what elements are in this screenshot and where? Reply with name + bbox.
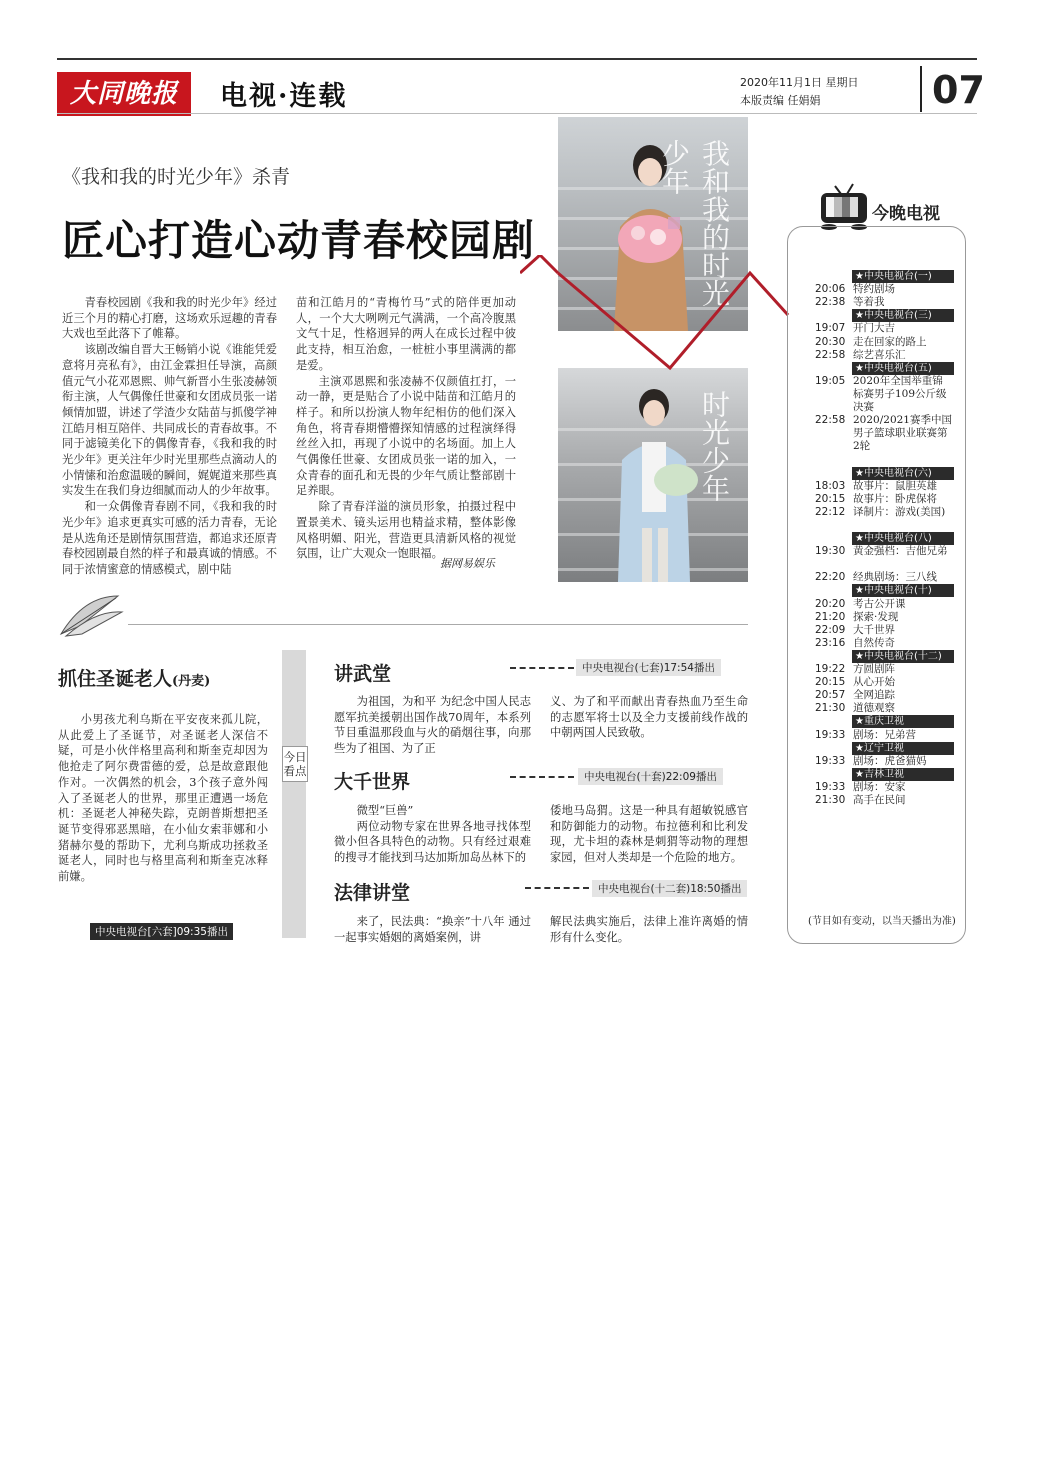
program-name: 走在回家的路上 <box>853 335 927 348</box>
article-column-1 <box>62 295 277 578</box>
today-highlights-label: 今日看点 <box>282 746 308 782</box>
show-paragraph: 来了，民法典：“换亲”十八年 通过一起事实婚姻的离婚案例，讲 <box>334 915 531 944</box>
channel-header: ★中央电视台(六) <box>852 467 954 480</box>
channel-header: ★中央电视台(三) <box>852 309 954 322</box>
program-time: 19:07 <box>815 322 846 335</box>
channel-header: ★中央电视台(十二) <box>852 650 954 663</box>
program-name: 2020年全国举重锦标赛男子109公斤级决赛 <box>853 374 947 413</box>
section-title: 电视·连载 <box>220 81 348 112</box>
show-dash-rule <box>525 887 589 891</box>
show-dash-rule <box>510 776 574 780</box>
header-top-rule <box>57 58 977 60</box>
program-time: 18:03 <box>815 479 846 492</box>
program-name: 剧场：兄弟营 <box>853 728 916 741</box>
today-highlights-bar <box>282 650 306 938</box>
show-airtime: 中央电视台(十套)22:09播出 <box>578 768 723 785</box>
channel-header: ★吉林卫视 <box>852 768 954 781</box>
left-story-body <box>58 712 268 885</box>
program-name: 道德观察 <box>853 702 895 715</box>
show-paragraph: 义、为了和平而献出青春热血乃至生命的志愿军将士以及全力支援前线作战的中朝两国人民致敬。 <box>550 695 748 740</box>
show-paragraph: 两位动物专家在世界各地寻找体型微小但各具特色的动物。只有经过艰难的搜寻才能找到马达加斯加岛丛林下的 <box>334 819 531 865</box>
article-headline: 匠心打造心动青春校园剧 <box>62 216 536 265</box>
program-time: 20:15 <box>815 676 846 689</box>
left-story-title <box>58 664 210 691</box>
article-paragraph: 和一众偶像青春剧不同，《我和我的时光少年》追求更真实可感的活力青春，无论是从选角还是剧情氛围营造，都追求还原青春校园剧最自然的样子和最真诚的情感。不同于浓情蜜意的情感模式，剧中陆 <box>62 500 277 576</box>
program-name: 探索·发现 <box>853 610 899 623</box>
program-name: 黄金强档：吉他兄弟 <box>853 545 948 558</box>
show-body-col2 <box>550 694 748 741</box>
drama-title-overlay: 我和我的时光少年 <box>658 139 731 307</box>
program-name: 故事片：卧虎保将 <box>853 492 937 505</box>
show-dash-rule <box>510 667 574 671</box>
show-paragraph: 解民法典实施后，法律上准许离婚的情形有什么变化。 <box>550 915 748 944</box>
page-number-divider <box>920 66 922 112</box>
program-name: 译制片：游戏(美国) <box>853 505 946 518</box>
page-editor: 本版责编 任娟娟 <box>740 94 821 107</box>
issue-date: 2020年11月1日 星期日 <box>740 76 859 89</box>
header-bottom-rule <box>57 113 977 114</box>
program-name: 从心开始 <box>853 676 895 689</box>
section-divider <box>128 624 748 625</box>
show-body-col2 <box>550 803 748 866</box>
show-paragraph: 倭地马岛猬。这是一种具有超敏锐感官和防御能力的动物。布拉德利和比利发现，尤卡坦的森林是刺猬等动物的理想家园，但对人类却是一个危险的地方。 <box>550 804 748 865</box>
program-time: 22:20 <box>815 571 846 584</box>
program-name: 全网追踪 <box>853 689 895 702</box>
page-number: 07 <box>932 68 985 112</box>
channel-header: ★辽宁卫视 <box>852 742 954 755</box>
actor-photo <box>558 368 748 582</box>
show-title: 大千世界 <box>334 771 411 793</box>
channel-header: ★中央电视台(八) <box>852 532 954 545</box>
show-paragraph: 为祖国，为和平 为纪念中国人民志愿军抗美援朝出国作战70周年，本系列节目重温那段血与火的硝烟往事，向那些为了祖国、为了正 <box>334 695 531 756</box>
show-body-col1 <box>334 803 531 866</box>
program-time: 22:12 <box>815 505 846 518</box>
article-credit: 据网易娱乐 <box>440 557 495 570</box>
program-name: 开门大吉 <box>853 322 895 335</box>
left-story-country: (丹麦) <box>172 674 211 689</box>
drama-title-overlay: 时光少年 <box>698 390 731 502</box>
program-time: 22:09 <box>815 623 846 636</box>
show-body-col1 <box>334 694 531 757</box>
show-body-col2 <box>550 914 748 945</box>
program-time: 20:15 <box>815 492 846 505</box>
channel-header: ★中央电视台(一) <box>852 270 954 283</box>
tonight-tv-label: 今晚电视 <box>872 204 940 224</box>
program-time: 21:20 <box>815 610 846 623</box>
program-time: 20:06 <box>815 283 846 296</box>
program-time: 19:33 <box>815 728 846 741</box>
newspaper-logo: 大同晚报 <box>57 72 191 116</box>
program-name: 剧场：安家 <box>853 780 906 793</box>
program-time: 19:05 <box>815 374 846 387</box>
program-name: 方圆剧阵 <box>853 663 895 675</box>
program-time: 19:30 <box>815 545 846 558</box>
program-time: 20:57 <box>815 689 846 702</box>
show-lead: 微型“巨兽” <box>356 804 414 817</box>
program-time: 22:38 <box>815 296 846 309</box>
program-name: 自然传奇 <box>853 636 895 649</box>
red-zigzag-decoration <box>520 255 790 385</box>
program-name: 等着我 <box>853 296 885 309</box>
tv-icon <box>815 178 873 230</box>
channel-header: ★中央电视台(十) <box>852 584 954 597</box>
article-paragraph: 该剧改编自晋大王畅销小说《谁能凭爱意将月亮私有》，由江金霖担任导演，高颜值元气小花邓恩熙、帅气新晋小生张凌赫领衔主演，人气偶像任世豪和女团成员张一诺倾情加盟，讲述了学渣少女陆苗与抓傻学神江皓月相互陪伴、共同成长的青春故事。不同于滤镜美化下的偶像青春，《我和我的时光少年》更关注年少时光里那些点滴动人的小情愫和治愈温暖的瞬间，娓娓道来那些真实发生在我们身边细腻而动人的少年故事。 <box>62 343 277 498</box>
article-paragraph: 苗和江皓月的“青梅竹马”式的陪伴更加动人，一个大大咧咧元气满满，一个高冷腹黑文气十足，性格迥异的两人在成长过程中彼此支持，相互治愈，一桩桩小事里满满的都是爱。 <box>296 296 516 372</box>
channel-header: ★重庆卫视 <box>852 715 954 728</box>
show-airtime: 中央电视台(七套)17:54播出 <box>576 659 721 676</box>
program-name: 大千世界 <box>853 623 895 636</box>
program-time: 21:30 <box>815 702 846 715</box>
feather-ornament-icon <box>56 590 126 640</box>
program-time: 19:22 <box>815 663 846 675</box>
show-title: 讲武堂 <box>334 663 392 685</box>
left-story-title-text: 抓住圣诞老人 <box>58 668 173 690</box>
article-subhead: 《我和我的时光少年》杀青 <box>62 166 291 188</box>
program-name: 考古公开课 <box>853 597 906 610</box>
left-story-airtime: 中央电视台[六套]09:35播出 <box>90 923 233 940</box>
program-time: 20:30 <box>815 335 846 348</box>
program-name: 2020/2021赛季中国男子篮球职业联赛第2轮 <box>853 414 952 453</box>
article-column-2 <box>296 295 516 562</box>
program-name: 剧场：虎爸猫妈 <box>853 754 927 767</box>
program-time: 20:20 <box>815 597 846 610</box>
left-story-paragraph: 小男孩尤利乌斯在平安夜来孤儿院，从此爱上了圣诞节，对圣诞老人深信不疑，可是小伙伴格里高利和斯奎克却因为他抢走了阿尔费雷德的爱，总是故意跟他作对。一次偶然的机会，3个孩子意外闯入了圣诞老人的世界，那里正遭遇一场危机：圣诞老人神秘失踪，克朗普斯想把圣诞节变得邪恶黑暗，在小仙女索菲娜和小猪赫尔曼的帮助下，尤利乌斯成功拯救圣诞老人，同时也与格里高利和斯奎克冰释前嫌。 <box>58 713 268 884</box>
program-name: 特约剧场 <box>853 283 895 296</box>
show-title: 法律讲堂 <box>334 882 411 904</box>
article-paragraph: 青春校园剧《我和我的时光少年》经过近三个月的精心打磨，这场欢乐逗趣的青春大戏也至此落下了帷幕。 <box>62 296 277 341</box>
program-time: 23:16 <box>815 636 846 649</box>
program-name: 故事片：鼠胆英雄 <box>853 479 937 492</box>
show-airtime: 中央电视台(十二套)18:50播出 <box>592 880 747 897</box>
tonight-note: (节目如有变动，以当天播出为准) <box>808 916 956 927</box>
program-time: 19:33 <box>815 780 846 793</box>
channel-header: ★中央电视台(五) <box>852 362 954 375</box>
program-time: 19:33 <box>815 754 846 767</box>
article-paragraph: 除了青春洋溢的演员形象，拍摄过程中置景美术、镜头运用也精益求精，整体影像风格明媚、阳光，营造更具清新风格的视觉氛围，让广大观众一饱眼福。 <box>296 500 516 561</box>
show-body-col1 <box>334 914 531 945</box>
program-time: 22:58 <box>815 348 846 361</box>
article-paragraph: 主演邓恩熙和张凌赫不仅颜值扛打，一动一静，更是贴合了小说中陆苗和江皓月的样子。和所以扮演人物年纪相仿的他们深入角色，将青春期懵懵探知情感的过程演绎得丝丝入扣，再现了小说中的名场面。加上人气偶像任世豪、女团成员张一诺的加入，一众青春的面孔和无畏的少年气质让整部剧十足养眼。 <box>296 374 516 498</box>
program-time: 21:30 <box>815 794 846 806</box>
program-name: 高手在民间 <box>853 794 906 806</box>
program-name: 经典剧场：三八线 <box>853 571 937 584</box>
program-time: 22:58 <box>815 414 846 427</box>
program-name: 综艺喜乐汇 <box>853 348 906 361</box>
